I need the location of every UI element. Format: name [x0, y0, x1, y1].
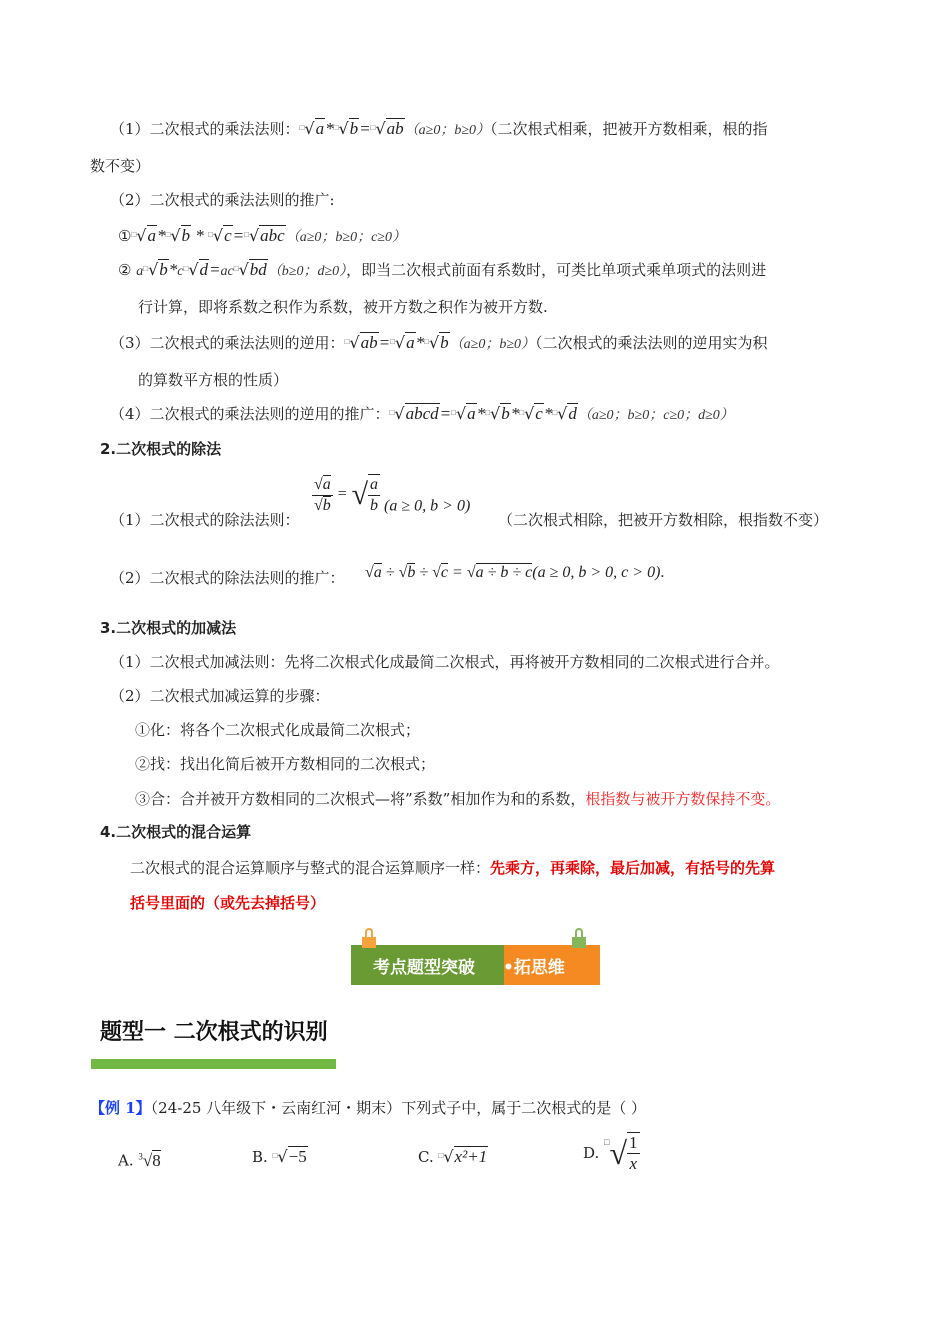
division-rule-2-label: （2）二次根式的除法法则的推广：: [110, 569, 345, 587]
mult-rule-1-cont: 数不变）: [90, 157, 151, 175]
condition: （a≥0；b≥0）: [404, 123, 491, 138]
addsub-heading: 3.二次根式的加减法: [100, 619, 237, 637]
highlight-text: 先乘方，再乘除，最后加减，有括号的先算: [490, 859, 776, 877]
mult-rule-2-label: （2）二次根式的乘法法则的推广:: [110, 191, 335, 209]
option-d[interactable]: D. □√ $\frac{1}{x}$: [583, 1133, 638, 1173]
mult-rule-2-item-1: ①□√a*□√b * □√c=□√abc（a≥0；b≥0；c≥0）: [118, 226, 406, 245]
mult-rule-2-item-2: ② a□√b*c□√d=ac□√bd（b≥0；d≥0），即当二次根式前面有系数时，可类比单项式乘单项式的法则进: [118, 260, 767, 279]
mixed-heading: 4.二次根式的混合运算: [100, 823, 252, 841]
formula: □√a*□√b=□√ab: [299, 119, 404, 138]
banner-left-text: 考点题型突破: [373, 958, 475, 978]
division-rule-1-label: （1）二次根式的除法法则：: [110, 511, 300, 529]
division-formula-1: $\frac{√a}{√b}$ = √ $\frac{a}{b}$ (a ≥ 0, b > 0): [314, 475, 471, 515]
addsub-rule-1: （1）二次根式加减法则：先将二次根式化成最简二次根式，再将被开方数相同的二次根式进行合并。: [110, 653, 780, 671]
banner-right-text: •拓思维: [503, 958, 565, 978]
mult-rule-1: [110, 118, 768, 141]
mult-rule-3-cont: 的算数平方根的性质）: [138, 371, 289, 389]
mult-rule-3: （3）二次根式的乘法法则的逆用：□√ab=□√a*□√b（a≥0；b≥0）（二次根式的乘法法则的逆用实为积: [110, 333, 768, 352]
addsub-step-2: ②找：找出化简后被开方数相同的二次根式；: [135, 755, 436, 773]
rule-label: （1）二次根式的乘法法则：: [110, 120, 300, 138]
section-title: 题型一 二次根式的识别: [100, 1020, 328, 1045]
note: （二次根式相乘，把被开方数相乘，根的指: [490, 120, 768, 138]
division-heading: 2.二次根式的除法: [100, 440, 222, 458]
example-source: （24-25 八年级下・云南红河・期末）: [150, 1099, 402, 1117]
binder-clip-icon: [572, 928, 586, 948]
mixed-text-cont: 括号里面的（或先去掉括号）: [130, 894, 326, 912]
option-c[interactable]: C. □√x²+1: [418, 1147, 488, 1166]
option-a[interactable]: A. $^3$√8: [118, 1150, 161, 1170]
binder-clip-icon: [362, 928, 376, 948]
division-rule-1-note: （二次根式相除，把被开方数相除，根指数不变）: [498, 511, 829, 529]
mixed-text: 二次根式的混合运算顺序与整式的混合运算顺序一样：先乘方，再乘除，最后加减，有括号的先算: [130, 859, 776, 877]
mult-rule-2-item-2-cont: 行计算，即将系数之积作为系数，被开方数之积作为被开方数.: [138, 298, 548, 316]
addsub-step-1: ①化：将各个二次根式化成最简二次根式；: [135, 721, 421, 739]
example-question: 下列式子中，属于二次根式的是（ ）: [401, 1099, 646, 1117]
section-banner: [351, 945, 600, 985]
section-underline: [91, 1059, 336, 1069]
example-tag: 【例 1】: [90, 1099, 151, 1117]
addsub-rule-2: （2）二次根式加减运算的步骤：: [110, 687, 330, 705]
option-b[interactable]: B. □√−5: [252, 1147, 307, 1166]
addsub-step-3: ③合：合并被开方数相同的二次根式—将”系数”相加作为和的系数，根指数与被开方数保持不变。: [135, 790, 781, 808]
example-1-question: [90, 1098, 646, 1118]
mult-rule-4: （4）二次根式的乘法法则的逆用的推广：□√abcd=□√a*□√b*□√c*□√d（a≥0；b≥0；c≥0；d≥0）: [110, 404, 734, 423]
division-formula-2: √a ÷ √b ÷ √c = √a ÷ b ÷ c(a ≥ 0, b > 0, c > 0).: [365, 564, 665, 581]
highlight-text: 根指数与被开方数保持不变。: [585, 790, 781, 808]
